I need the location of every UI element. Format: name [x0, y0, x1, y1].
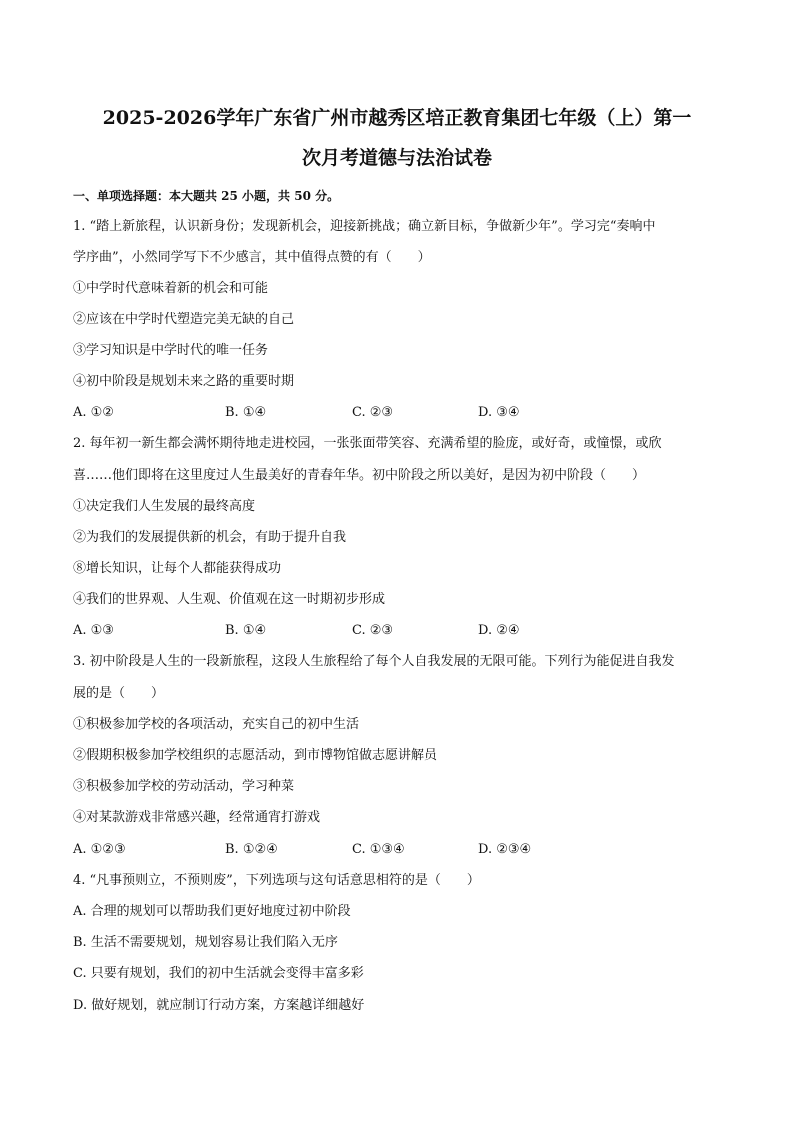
question-stem-line: 学序曲”，小然同学写下不少感言，其中值得点赞的有（ ） [73, 250, 431, 265]
option-b: B. ①②④ [225, 842, 278, 857]
statement-item: ④初中阶段是规划未来之路的重要时期 [73, 374, 295, 389]
statement-item: ③学习知识是中学时代的唯一任务 [73, 343, 269, 358]
option-a: A. ①② [73, 405, 114, 420]
answer-options-row [73, 841, 733, 859]
option-d: D. ③④ [478, 405, 520, 420]
statement-item: ②为我们的发展提供新的机会，有助于提升自我 [73, 530, 347, 545]
answer-options-row [73, 622, 733, 640]
statement-item: ③积极参加学校的劳动活动，学习种菜 [73, 779, 295, 794]
option-a: A. 合理的规划可以帮助我们更好地度过初中阶段 [73, 904, 351, 919]
option-c: C. ②③ [352, 623, 394, 638]
statement-item: ②应该在中学时代塑造完美无缺的自己 [73, 312, 295, 327]
statement-item: ①积极参加学校的各项活动，充实自己的初中生活 [73, 717, 360, 732]
statement-item: ⑧增长知识，让每个人都能获得成功 [73, 561, 282, 576]
statement-item: ①中学时代意味着新的机会和可能 [73, 281, 269, 296]
question-stem-line: 3. 初中阶段是人生的一段新旅程，这段人生旅程给了每个人自我发展的无限可能。下列行为能促进自我发 [73, 654, 675, 669]
option-b: B. 生活不需要规划，规划容易让我们陷入无序 [73, 935, 338, 950]
exam-title-line-1: 2025-2026学年广东省广州市越秀区培正教育集团七年级（上）第一 [102, 107, 692, 129]
statement-item: ①决定我们人生发展的最终高度 [73, 499, 256, 514]
statement-item: ②假期积极参加学校组织的志愿活动，到市博物馆做志愿讲解员 [73, 748, 438, 763]
option-d: D. 做好规划，就应制订行动方案，方案越详细越好 [73, 998, 365, 1013]
exam-title-line-2: 次月考道德与法治试卷 [301, 147, 492, 169]
question-stem-line: 2. 每年初一新生都会满怀期待地走进校园，一张张面带笑容、充满希望的脸庞，或好奇，或憧憬，或欣 [73, 436, 662, 451]
option-a: A. ①③ [73, 623, 114, 638]
option-a: A. ①②③ [73, 842, 126, 857]
question-stem-line: 1. “踏上新旅程，认识新身份；发现新机会，迎接新挑战；确立新目标，争做新少年”。学习完“奏响中 [73, 219, 656, 234]
question-stem-line: 4. “凡事预则立，不预则废”，下列选项与这句话意思相符的是（ ） [73, 873, 480, 888]
option-c: C. ①③④ [352, 842, 405, 857]
question-stem-line: 喜……他们即将在这里度过人生最美好的青春年华。初中阶段之所以美好，是因为初中阶段（ ） [73, 468, 646, 483]
section-heading: 一、单项选择题：本大题共 25 小题，共 50 分。 [73, 189, 340, 203]
option-c: C. ②③ [352, 405, 394, 420]
option-d: D. ②④ [478, 623, 520, 638]
answer-options-row [73, 404, 733, 422]
option-b: B. ①④ [225, 623, 267, 638]
question-stem-line: 展的是（ ） [73, 686, 165, 701]
statement-item: ④对某款游戏非常感兴趣，经常通宵打游戏 [73, 810, 321, 825]
option-b: B. ①④ [225, 405, 267, 420]
option-c: C. 只要有规划，我们的初中生活就会变得丰富多彩 [73, 966, 364, 981]
statement-item: ④我们的世界观、人生观、价值观在这一时期初步形成 [73, 592, 386, 607]
option-d: D. ②③④ [478, 842, 532, 857]
